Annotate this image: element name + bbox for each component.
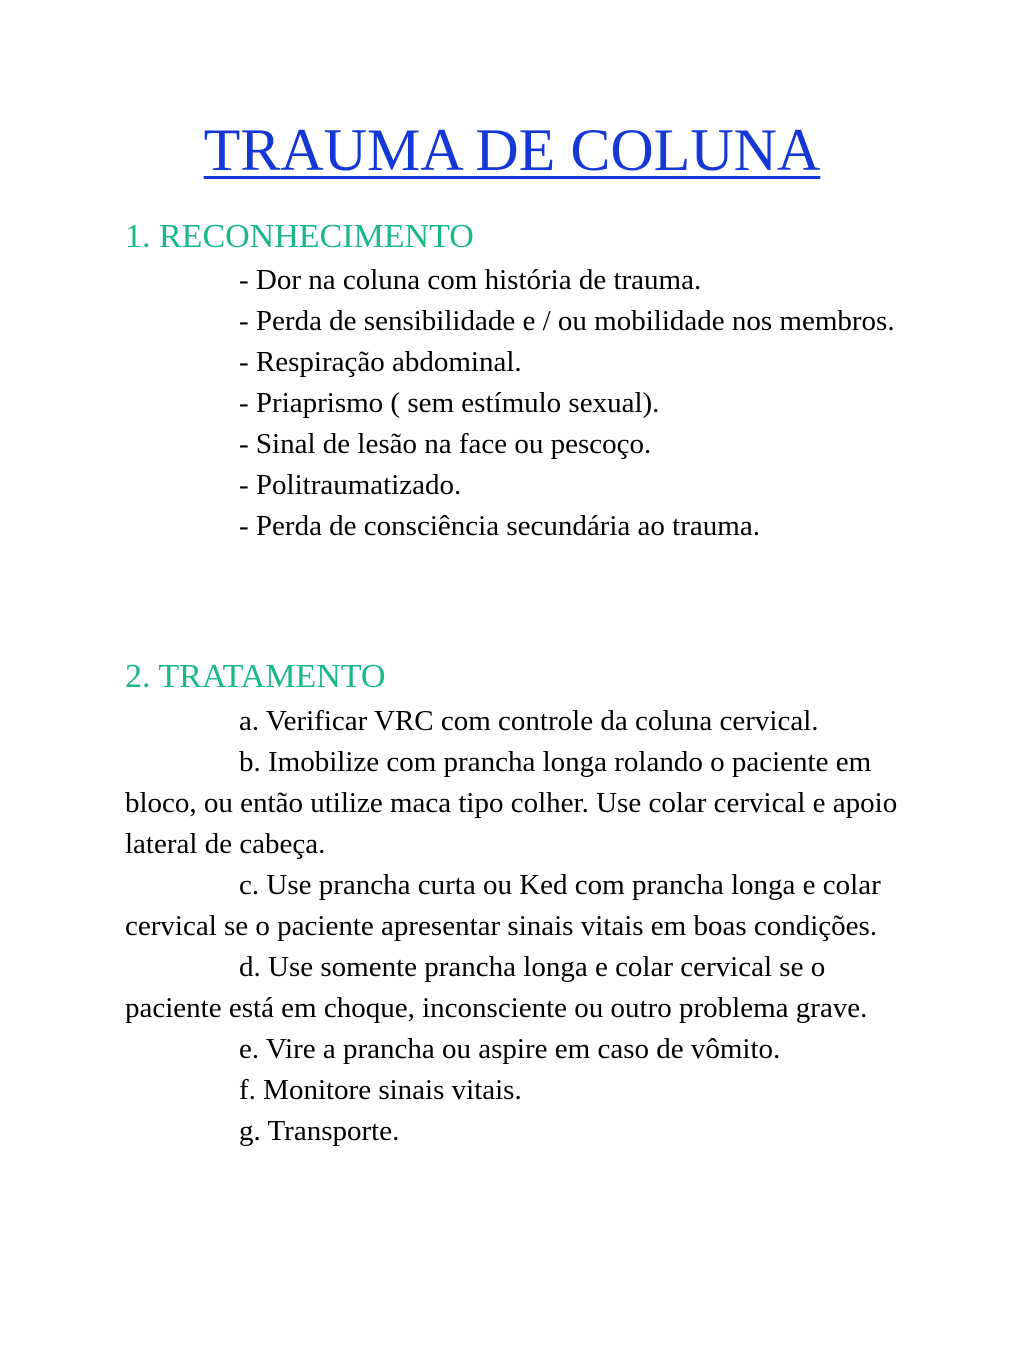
list-item: - Respiração abdominal. [239, 346, 522, 378]
list-item: b. Imobilize com prancha longa rolando o paciente em bloco, ou então utilize maca tipo colher. Use colar cervical e apoio lateral de cabeça. [125, 746, 898, 860]
list-item: e. Vire a prancha ou aspire em caso de vômito. [239, 1033, 781, 1065]
section-heading-tratamento: 2. TRATAMENTO [125, 658, 386, 695]
list-item: - Dor na coluna com história de trauma. [239, 264, 702, 296]
page-title: TRAUMA DE COLUNA [203, 117, 821, 183]
list-item: - Perda de sensibilidade e / ou mobilidade nos membros. [239, 305, 895, 337]
reconhecimento-list [239, 260, 939, 547]
list-item: c. Use prancha curta ou Ked com prancha longa e colar cervical se o paciente apresentar sinais vitais em boas condições. [125, 869, 881, 942]
list-item: - Sinal de lesão na face ou pescoço. [239, 428, 652, 460]
list-item: a. Verificar VRC com controle da coluna cervical. [239, 705, 819, 737]
list-item: - Perda de consciência secundária ao trauma. [239, 510, 760, 542]
list-item: g. Transporte. [239, 1115, 400, 1147]
list-item: d. Use somente prancha longa e colar cervical se o paciente está em choque, inconsciente ou outro problema grave. [125, 951, 868, 1024]
list-item: - Priaprismo ( sem estímulo sexual). [239, 387, 660, 419]
list-item: - Politraumatizado. [239, 469, 462, 501]
list-item: f. Monitore sinais vitais. [239, 1074, 522, 1106]
section-heading-reconhecimento: 1. RECONHECIMENTO [125, 218, 474, 255]
tratamento-list [125, 701, 910, 1152]
